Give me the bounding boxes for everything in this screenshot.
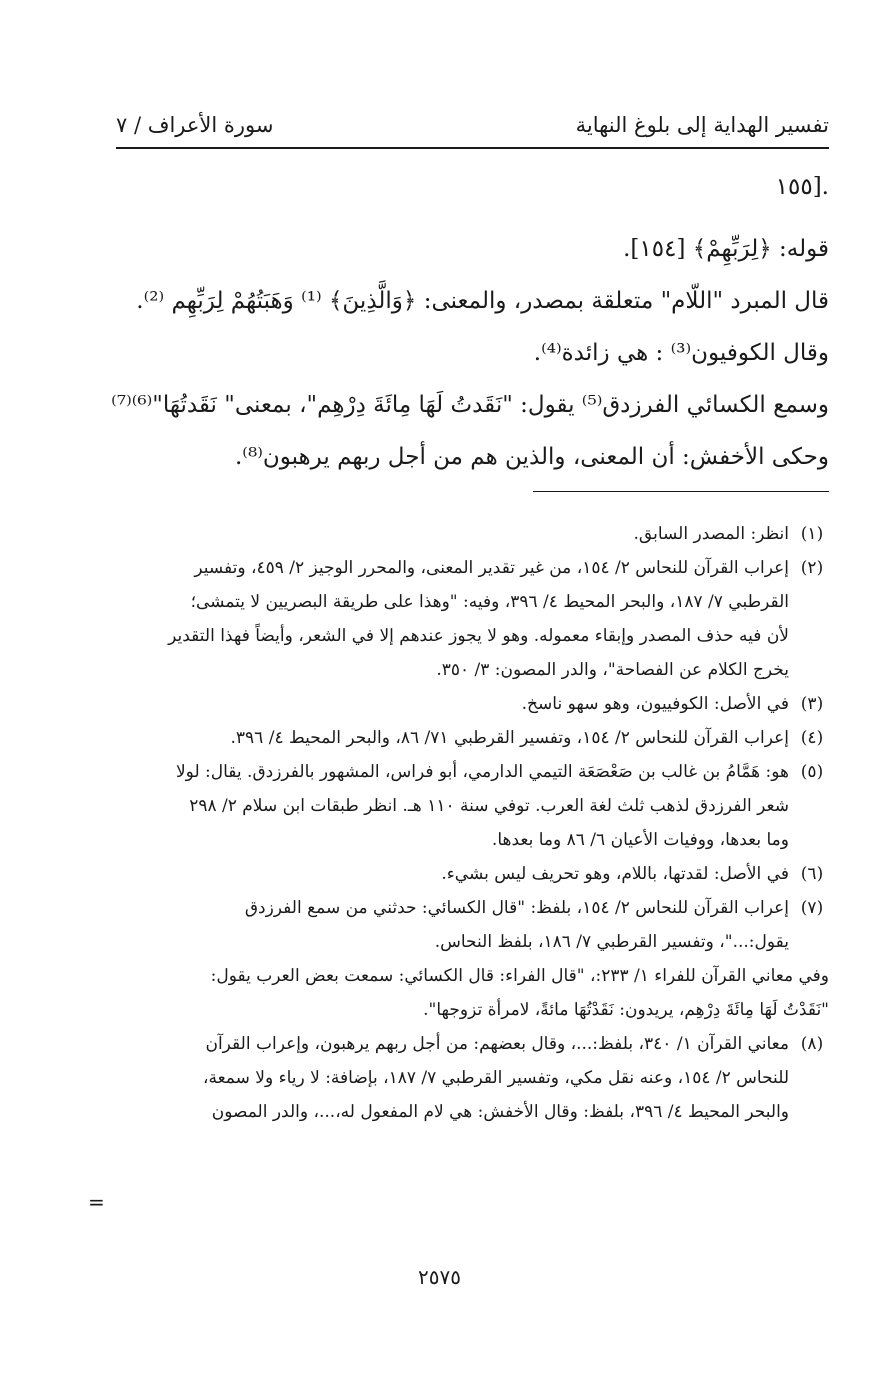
footnote-line: في الأصل: الكوفييون، وهو سهو ناسخ. (521, 694, 789, 714)
footnote-line: يخرج الكلام عن الفصاحة"، والدر المصون: ٣/ ٣٥٠. (436, 660, 789, 680)
footnote-number: (٥) (800, 762, 824, 782)
footnote-line: القرطبي ٧/ ١٨٧، والبحر المحيط ٤/ ٣٩٦، وفيه: "وهذا على طريقة البصريين لا يتمشى؛ (190, 592, 789, 612)
footnote-line: إعراب القرآن للنحاس ٢/ ١٥٤، بلفظ: "قال الكسائي: حدثني من سمع الفرزدق (244, 898, 789, 918)
footnote-number: (٣) (800, 694, 824, 714)
footnote (80, 517, 829, 551)
footnote-line: وفي معاني القرآن للفراء ١/ ٢٣٣:، "قال الفراء: قال الكسائي: سمعت بعض العرب يقول: (210, 966, 829, 986)
continuation-mark: = (88, 1190, 105, 1214)
footnote-line: إعراب القرآن للنحاس ٢/ ١٥٤، من غير تقدير المعنى، والمحرر الوجيز ٢/ ٤٥٩، وتفسير (194, 558, 789, 578)
footnote (80, 755, 829, 857)
footnote-number: (٧) (800, 898, 824, 918)
footnote-line: للنحاس ٢/ ١٥٤، وعنه نقل مكي، وتفسير القرطبي ٧/ ١٨٧، بإضافة: لا رياء ولا سمعة، (202, 1068, 789, 1088)
footnote-line: "نَقَدْتُ لَهَا مِائَةَ دِرْهِم، يريدون: نَقَدْتُهَا مائةً، لامرأة تزوجها". (423, 1000, 829, 1020)
footnote-number: (١) (800, 524, 824, 544)
text-line: قوله: ﴿لِرَبِّهِمْ﴾ [١٥٤]. (623, 236, 829, 262)
footnote-number: (٦) (800, 864, 824, 884)
header-rule (116, 147, 829, 149)
footnote (80, 891, 829, 1027)
sura-label: سورة الأعراف / ٧ (116, 113, 274, 137)
text-line: وسمع الكسائي الفرزدق⁽⁵⁾ يقول: "نَقَدتُ لَهَا مِائَةَ دِرْهِم"، بمعنى" نَقَدتُهَا"⁽⁶⁾⁽⁷⁾ (111, 392, 829, 418)
footnote (80, 857, 829, 891)
footnote-line: هو: هَمَّامُ بن غالب بن صَعْصَعَة التيمي الدارمي، أبو فراس، المشهور بالفرزدق. يقال: لولا (175, 762, 789, 782)
footnote-line: إعراب القرآن للنحاس ٢/ ١٥٤، وتفسير القرطبي ٧١/ ٨٦، والبحر المحيط ٤/ ٣٩٦. (230, 728, 789, 748)
footnote-line: لأن فيه حذف المصدر وإبقاء معموله. وهو لا يجوز عندهم إلا في الشعر، وأيضاً فهذا التقدير (168, 626, 789, 646)
footnote-line: انظر: المصدر السابق. (633, 524, 789, 544)
footnote-line: في الأصل: لقدتها، باللام، وهو تحريف ليس بشيء. (441, 864, 789, 884)
text-line: .[١٥٥ (775, 174, 829, 200)
footnote-number: (٤) (800, 728, 824, 748)
footnote (80, 687, 829, 721)
footnote-number: (٨) (800, 1034, 824, 1054)
footnotes (80, 517, 829, 1129)
footnote (80, 1027, 829, 1129)
footnote-line: يقول:..."، وتفسير القرطبي ٧/ ١٨٦، بلفظ النحاس. (434, 932, 789, 952)
text-line: وحكى الأخفش: أن المعنى، والذين هم من أجل ربهم يرهبون⁽⁸⁾. (234, 444, 829, 470)
text-line: وقال الكوفيون⁽³⁾ : هي زائدة⁽⁴⁾. (533, 340, 829, 366)
footnote (80, 551, 829, 687)
page-number: ٢٥٧٥ (418, 1265, 461, 1289)
footnote-line: معاني القرآن ١/ ٣٤٠، بلفظ:...، وقال بعضهم: من أجل ربهم يرهبون، وإعراب القرآن (205, 1034, 789, 1054)
footnote (80, 721, 829, 755)
main-text (111, 172, 829, 494)
footnote-separator (533, 491, 829, 492)
footnote-number: (٢) (800, 558, 824, 578)
footnote-line: وما بعدها، ووفيات الأعيان ٦/ ٨٦ وما بعدها. (491, 830, 789, 850)
book-title: تفسير الهداية إلى بلوغ النهاية (575, 113, 829, 137)
footnote-line: شعر الفرزدق لذهب ثلث لغة العرب. توفي سنة ١١٠ هـ. انظر طبقات ابن سلام ٢/ ٢٩٨ (189, 796, 789, 816)
footnote-line: والبحر المحيط ٤/ ٣٩٦، بلفظ: وقال الأخفش: هي لام المفعول له،...، والدر المصون (211, 1102, 789, 1122)
text-line: قال المبرد "اللّام" متعلقة بمصدر، والمعنى: ﴿وَالَّذِينَ﴾ ⁽¹⁾ وَهَبَتُهُمْ لِرَبِّهِم ⁽²⁾. (136, 288, 829, 314)
